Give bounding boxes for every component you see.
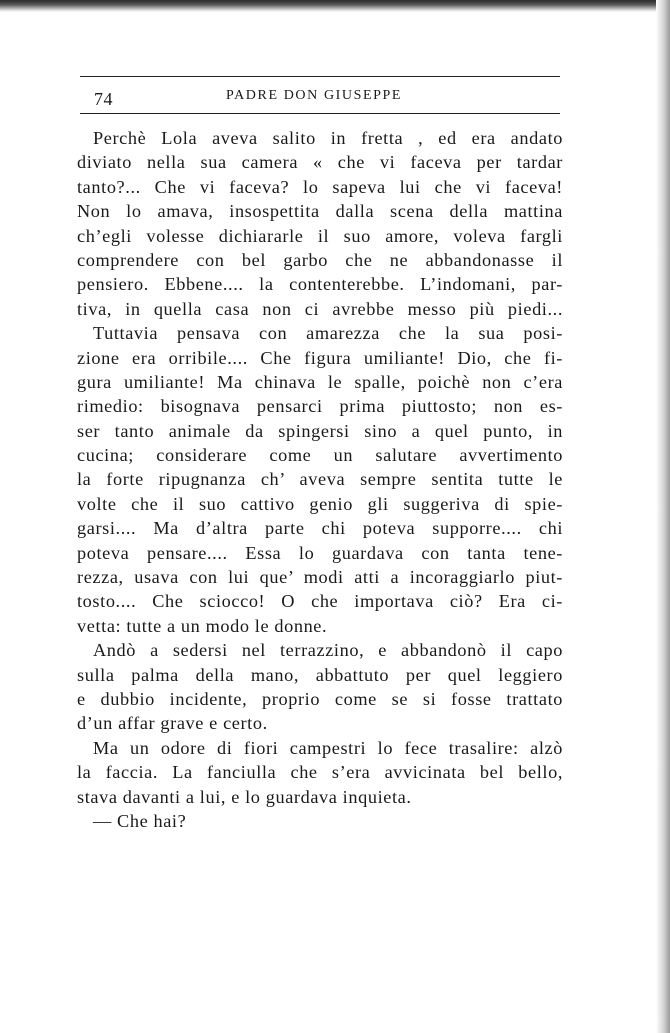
text-line: gura umiliante! Ma chinava le spalle, poichè non c’era — [77, 371, 563, 392]
text-line: diviato nella sua camera « che vi faceva per tardar — [77, 152, 563, 173]
running-title: PADRE DON GIUSEPPE — [226, 88, 403, 103]
text-line: comprendere con bel garbo che ne abbandonasse il — [77, 249, 563, 270]
text-line: garsi.... Ma d’altra parte chi poteva supporre.... chi — [77, 518, 563, 539]
text-line: tosto.... Che sciocco! O che importava ciò? Era ci- — [77, 591, 563, 612]
text-line: pensiero. Ebbene.... la contenterebbe. L’indomani, par- — [77, 274, 563, 295]
text-line: tiva, in quella casa non ci avrebbe messo più piedi... — [77, 298, 563, 319]
text-line: la faccia. La fanciulla che s’era avvicinata bel bello, — [77, 762, 563, 783]
text-line: Andò a sedersi nel terrazzino, e abbandonò il capo — [93, 640, 563, 661]
text-line: tanto?... Che vi faceva? lo sapeva lui che vi faceva! — [77, 176, 563, 197]
text-line: Tuttavia pensava con amarezza che la sua posi- — [93, 323, 563, 344]
text-line: volte che il suo cattivo genio gli suggeriva di spie- — [77, 493, 563, 514]
text-line: e dubbio incidente, proprio come se si fosse trattato — [77, 688, 563, 709]
text-line: sulla palma della mano, abbattuto per quel leggiero — [77, 664, 563, 685]
text-line: Non lo amava, insospettita dalla scena della mattina — [77, 201, 563, 222]
text-line: ch’egli volesse dichiararle il suo amore, voleva fargli — [77, 225, 563, 246]
text-line: stava davanti a lui, e lo guardava inquieta. — [77, 786, 412, 807]
page-header — [80, 76, 560, 114]
text-line: rezza, usava con lui que’ modi atti a incoraggiarlo piut- — [77, 567, 563, 588]
text-line: zione era orribile.... Che figura umiliante! Dio, che fi- — [77, 347, 563, 368]
text-line: la forte ripugnanza ch’ aveva sempre sentita tutte le — [77, 469, 563, 490]
text-line: — Che hai? — [93, 810, 187, 831]
text-line: ser tanto animale da spingersi sino a quel punto, in — [77, 420, 563, 441]
page-number: 74 — [94, 89, 113, 109]
text-line: cucina; considerare come un salutare avvertimento — [77, 445, 563, 466]
text-line: rimedio: bisognava pensarci prima piuttosto; non es- — [77, 396, 563, 417]
text-line: Ma un odore di fiori campestri lo fece trasalire: alzò — [93, 737, 563, 758]
text-line: poteva pensare.... Essa lo guardava con tanta tene- — [77, 542, 563, 563]
text-line: vetta: tutte a un modo le donne. — [77, 615, 328, 636]
text-line: Perchè Lola aveva salito in fretta , ed era andato — [93, 128, 563, 148]
body-text — [77, 126, 563, 833]
text-line: d’un affar grave e certo. — [77, 713, 268, 734]
